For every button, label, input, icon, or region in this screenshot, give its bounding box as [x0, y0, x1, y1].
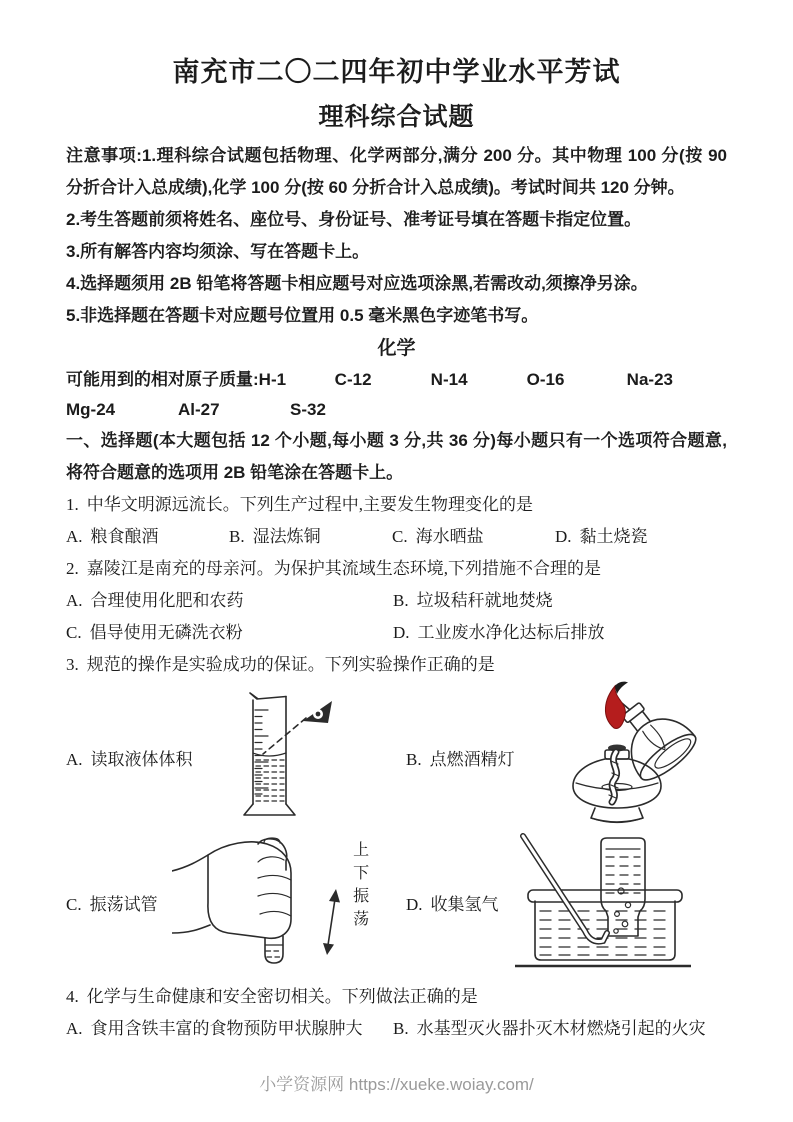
question-4-number: 4. — [66, 987, 79, 1006]
q4-option-a: A. 食用含铁丰富的食物预防甲状腺肿大 — [66, 1019, 363, 1038]
atomic-mass-h: H-1 — [258, 370, 287, 389]
page-title: 南充市二〇二四年初中学业水平芳试 — [172, 57, 621, 87]
question-3 — [66, 649, 727, 681]
notice-item-5: 5.非选择题在答题卡对应题号位置用 0.5 毫米黑色字迹笔书写。 — [66, 306, 539, 325]
hand-shaking-test-tube-figure — [172, 837, 348, 967]
notice-item-1: 注意事项:1.理科综合试题包括物理、化学两部分,满分 200 分。其中物理 100 分(按 90 分折合计入总成绩),化学 100 分(按 60 分折合计入总成绩)。考试时间共 120 分钟。 — [66, 146, 727, 197]
question-3-options-ab — [66, 681, 727, 833]
atomic-masses-row-2 — [66, 395, 727, 425]
section1-header: 一、选择题(本大题包括 12 个小题,每小题 3 分,共 36 分)每小题只有一个选项符合题意,将符合题意的选项用 2B 铅笔涂在答题卡上。 — [66, 431, 727, 482]
q3-option-c-caption: C. 振荡试管 — [66, 894, 158, 914]
question-1-number: 1. — [66, 495, 79, 514]
question-4-options — [66, 1013, 727, 1045]
atomic-masses-row-1 — [66, 365, 727, 395]
eye-icon — [303, 701, 332, 723]
question-2-options-cd — [66, 617, 727, 649]
q3-option-a — [66, 690, 406, 824]
question-1-options — [66, 521, 727, 553]
notice-item-3: 3.所有解答内容均须涂、写在答题卡上。 — [66, 242, 370, 261]
watermark-footer: 小学资源网 https://xueke.woiay.com/ — [259, 1075, 534, 1094]
fist — [172, 838, 291, 938]
atomic-mass-na: Na-23 — [626, 370, 673, 389]
q3-option-b — [406, 681, 727, 833]
water-displacement-collection-figure — [513, 833, 693, 971]
q2-option-b: B. 垃圾秸秆就地焚烧 — [393, 591, 553, 610]
page-subtitle: 理科综合试题 — [318, 103, 475, 131]
atomic-mass-c: C-12 — [334, 370, 372, 389]
exam-notices — [66, 140, 727, 332]
q3-option-c — [66, 837, 406, 967]
sight-line — [263, 718, 306, 754]
water-trough — [528, 890, 682, 960]
atomic-mass-o: O-16 — [526, 370, 565, 389]
notice-item-2: 2.考生答题前须将姓名、座位号、身份证号、准考证号填在答题卡指定位置。 — [66, 210, 642, 229]
question-1 — [66, 489, 727, 521]
q3-option-d — [406, 833, 727, 971]
question-4 — [66, 981, 727, 1013]
atomic-mass-mg: Mg-24 — [66, 400, 116, 419]
question-2 — [66, 553, 727, 585]
atomic-mass-n: N-14 — [430, 370, 468, 389]
test-tube — [265, 936, 283, 963]
q2-option-c: C. 倡导使用无磷洗衣粉 — [66, 623, 243, 642]
q1-option-c: C. 海水晒盐 — [392, 527, 484, 546]
q3-option-a-caption: A. 读取液体体积 — [66, 749, 193, 769]
notice-item-4: 4.选择题须用 2B 铅笔将答题卡相应题号对应选项涂黑,若需改动,须擦净另涂。 — [66, 274, 648, 293]
q3-option-d-caption: D. 收集氢气 — [406, 894, 499, 914]
question-4-text: 化学与生命健康和安全密切相关。下列做法正确的是 — [86, 987, 478, 1006]
question-3-options-cd — [66, 833, 727, 971]
chemistry-section-heading: 化学 — [377, 338, 416, 359]
alcohol-lamp-lighting-figure — [529, 681, 705, 833]
q1-option-a: A. 粮食酿酒 — [66, 527, 159, 546]
q1-option-b: B. 湿法炼铜 — [229, 527, 321, 546]
question-2-number: 2. — [66, 559, 79, 578]
atomic-masses-label: 可能用到的相对原子质量: — [66, 370, 259, 389]
q1-option-d: D. 黏土烧瓷 — [555, 527, 648, 546]
question-2-options-ab — [66, 585, 727, 617]
atomic-mass-s: S-32 — [290, 400, 326, 419]
question-3-text: 规范的操作是实验成功的保证。下列实验操作正确的是 — [86, 655, 495, 674]
q3-option-b-caption: B. 点燃酒精灯 — [406, 749, 515, 769]
lower-lamp — [573, 745, 661, 823]
question-1-text: 中华文明源远流长。下列生产过程中,主要发生物理变化的是 — [86, 495, 533, 514]
atomic-mass-al: Al-27 — [178, 400, 220, 419]
question-2-text: 嘉陵江是南充的母亲河。为保护其流域生态环境,下列措施不合理的是 — [86, 559, 601, 578]
q2-option-a: A. 合理使用化肥和农药 — [66, 591, 244, 610]
up-down-arrow-icon — [323, 889, 340, 955]
question-3-number: 3. — [66, 655, 79, 674]
q2-option-d: D. 工业废水净化达标后排放 — [393, 623, 605, 642]
q4-option-b: B. 水基型灭火器扑灭木材燃烧引起的火灾 — [393, 1019, 706, 1038]
graduated-cylinder-figure — [207, 690, 359, 824]
shake-annotation: 上下振荡 — [350, 841, 368, 933]
